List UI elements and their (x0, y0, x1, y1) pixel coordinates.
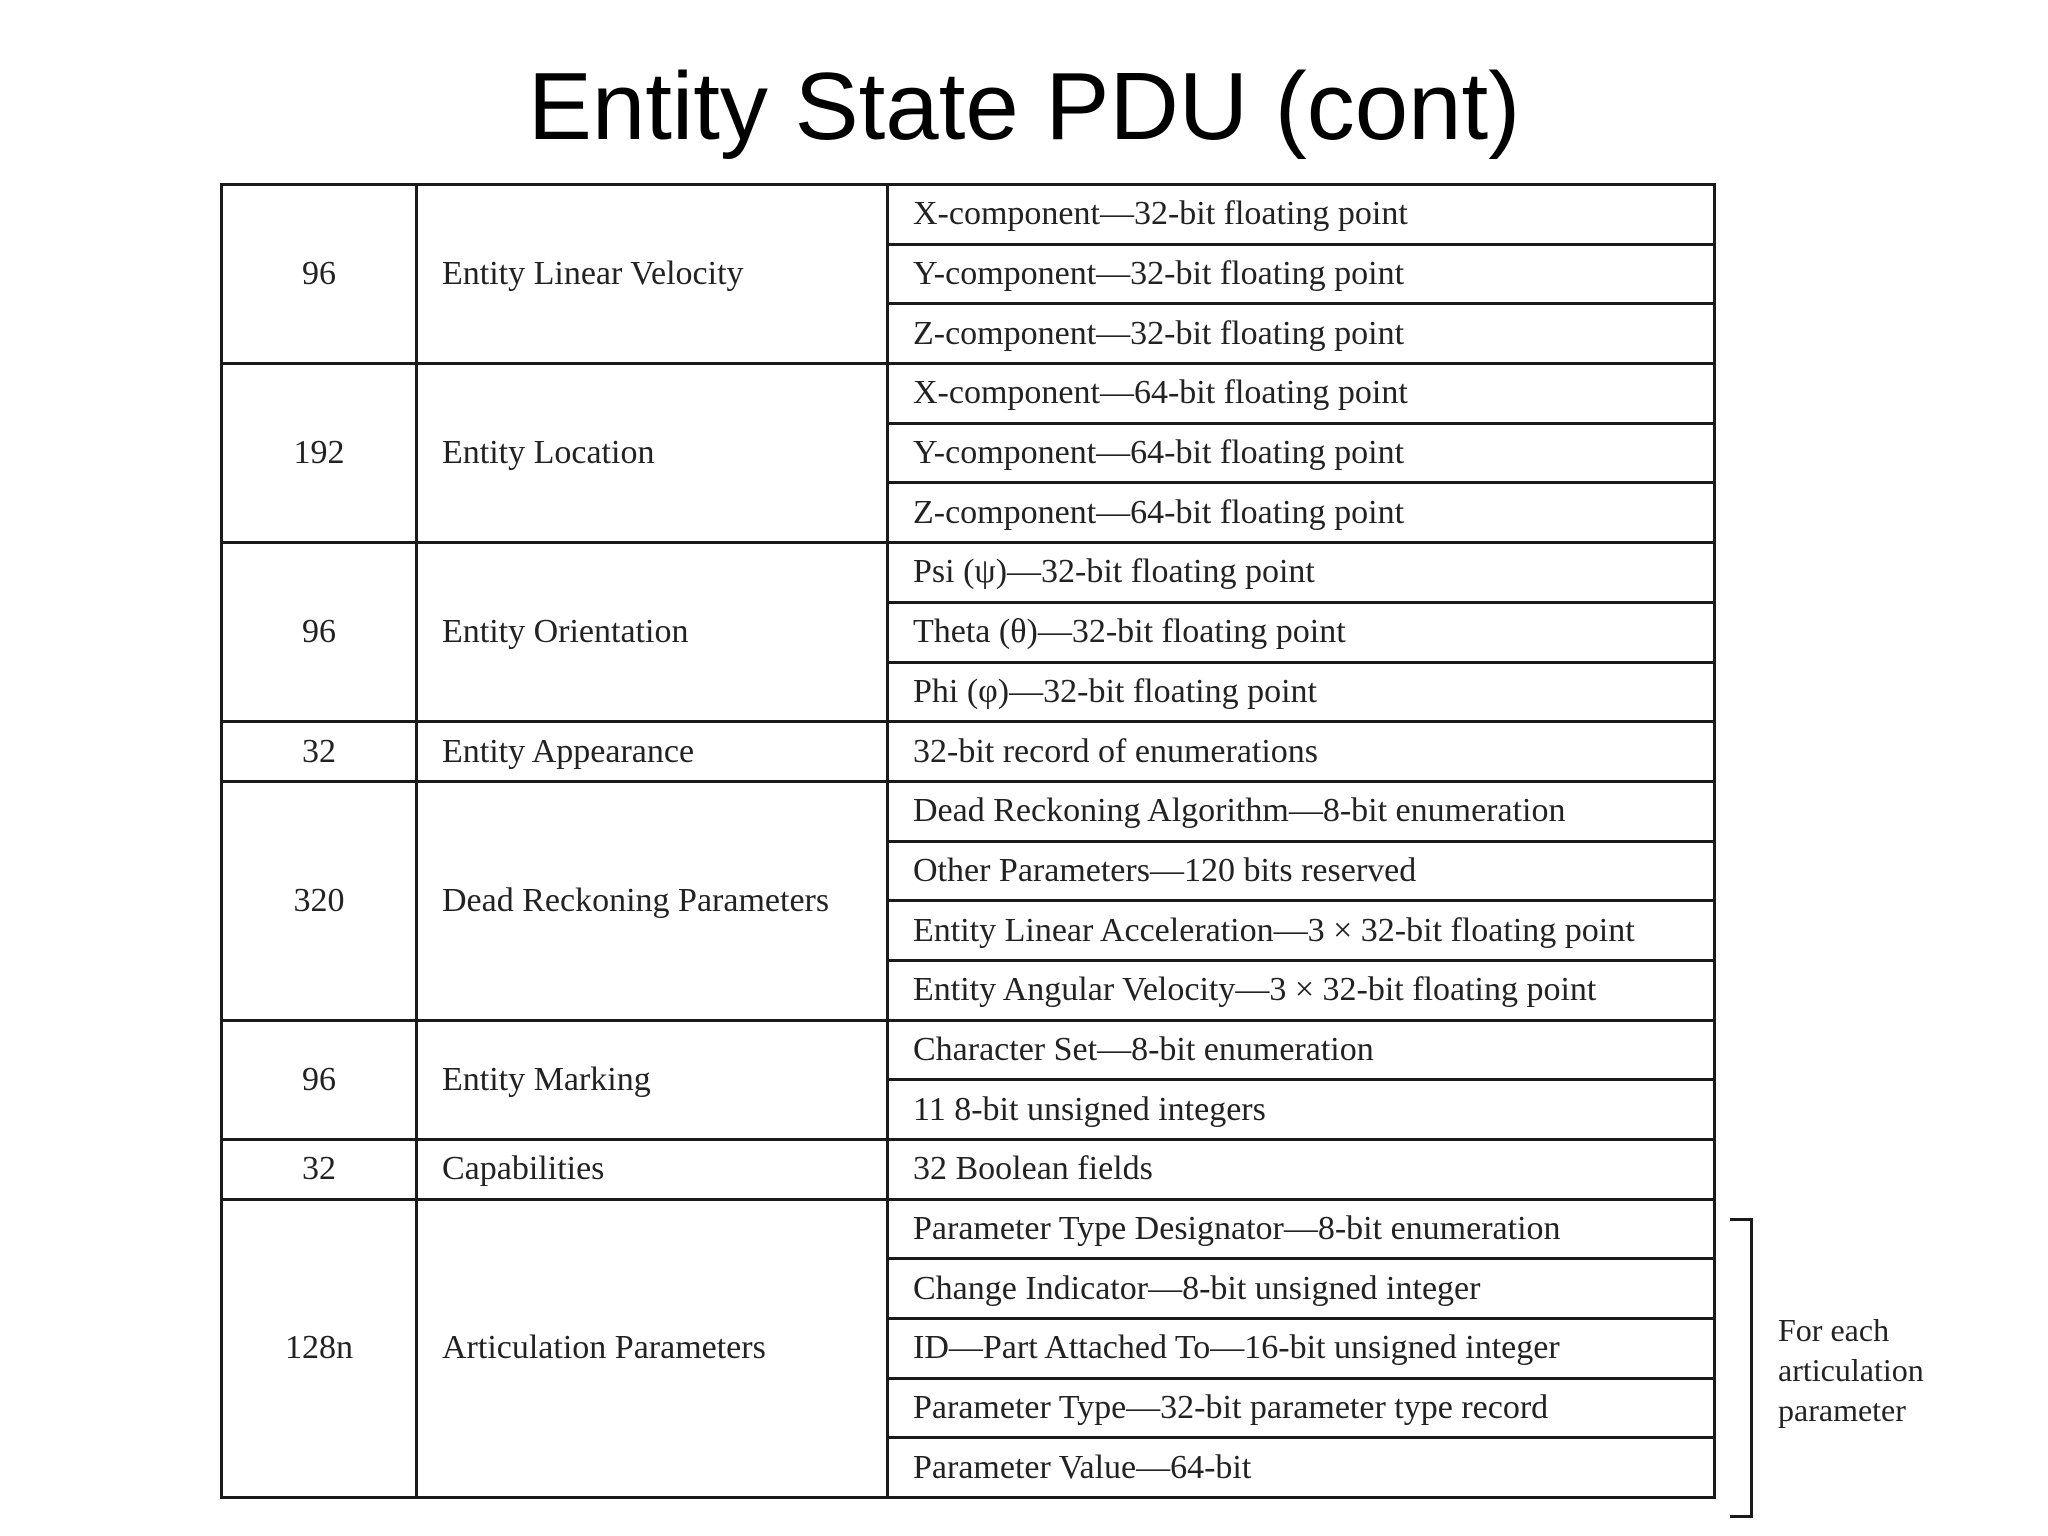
table-row (222, 1199, 1715, 1259)
table-row (222, 185, 1715, 245)
subfield-cell: X-component—64-bit floating point (888, 364, 1715, 424)
field-name-cell: Capabilities (417, 1140, 888, 1200)
subfield-cell: Change Indicator—8-bit unsigned integer (888, 1259, 1715, 1319)
bit-length-cell: 320 (222, 781, 417, 1020)
table-row (222, 781, 1715, 841)
field-name-cell: Entity Appearance (417, 722, 888, 782)
bit-length-cell: 96 (222, 1020, 417, 1139)
entity-state-pdu-table (220, 183, 1716, 1499)
subfield-cell: 32-bit record of enumerations (888, 722, 1715, 782)
subfield-cell: Theta (θ)—32-bit floating point (888, 602, 1715, 662)
subfield-cell: Other Parameters—120 bits reserved (888, 841, 1715, 901)
table-row (222, 543, 1715, 603)
subfield-cell: Z-component—64-bit floating point (888, 483, 1715, 543)
table-row (222, 1020, 1715, 1080)
subfield-cell: ID—Part Attached To—16-bit unsigned integer (888, 1319, 1715, 1379)
articulation-bracket (1730, 1218, 1753, 1518)
subfield-cell: Psi (ψ)—32-bit floating point (888, 543, 1715, 603)
bit-length-cell: 128n (222, 1199, 417, 1497)
subfield-cell: Parameter Type Designator—8-bit enumeration (888, 1199, 1715, 1259)
field-name-cell: Entity Marking (417, 1020, 888, 1139)
subfield-cell: Entity Angular Velocity—3 × 32-bit floating point (888, 960, 1715, 1020)
subfield-cell: Parameter Value—64-bit (888, 1438, 1715, 1498)
subfield-cell: Phi (φ)—32-bit floating point (888, 662, 1715, 722)
field-name-cell: Dead Reckoning Parameters (417, 781, 888, 1020)
table-row (222, 1140, 1715, 1200)
bit-length-cell: 32 (222, 722, 417, 782)
subfield-cell: Z-component—32-bit floating point (888, 304, 1715, 364)
bit-length-cell: 32 (222, 1140, 417, 1200)
bracket-note: For each articulation parameter (1778, 1312, 1924, 1428)
subfield-cell: Parameter Type—32-bit parameter type record (888, 1378, 1715, 1438)
subfield-cell: X-component—32-bit floating point (888, 185, 1715, 245)
bit-length-cell: 96 (222, 543, 417, 722)
field-name-cell: Entity Location (417, 364, 888, 543)
field-name-cell: Articulation Parameters (417, 1199, 888, 1497)
bit-length-cell: 192 (222, 364, 417, 543)
field-name-cell: Entity Linear Velocity (417, 185, 888, 364)
subfield-cell: Entity Linear Acceleration—3 × 32-bit floating point (888, 901, 1715, 961)
table-row (222, 364, 1715, 424)
slide-title: Entity State PDU (cont) (527, 53, 1521, 160)
field-name-cell: Entity Orientation (417, 543, 888, 722)
subfield-cell: Dead Reckoning Algorithm—8-bit enumeration (888, 781, 1715, 841)
table-row (222, 722, 1715, 782)
subfield-cell: Character Set—8-bit enumeration (888, 1020, 1715, 1080)
subfield-cell: 11 8-bit unsigned integers (888, 1080, 1715, 1140)
subfield-cell: Y-component—64-bit floating point (888, 423, 1715, 483)
subfield-cell: Y-component—32-bit floating point (888, 244, 1715, 304)
table-body (222, 185, 1715, 1498)
bit-length-cell: 96 (222, 185, 417, 364)
subfield-cell: 32 Boolean fields (888, 1140, 1715, 1200)
